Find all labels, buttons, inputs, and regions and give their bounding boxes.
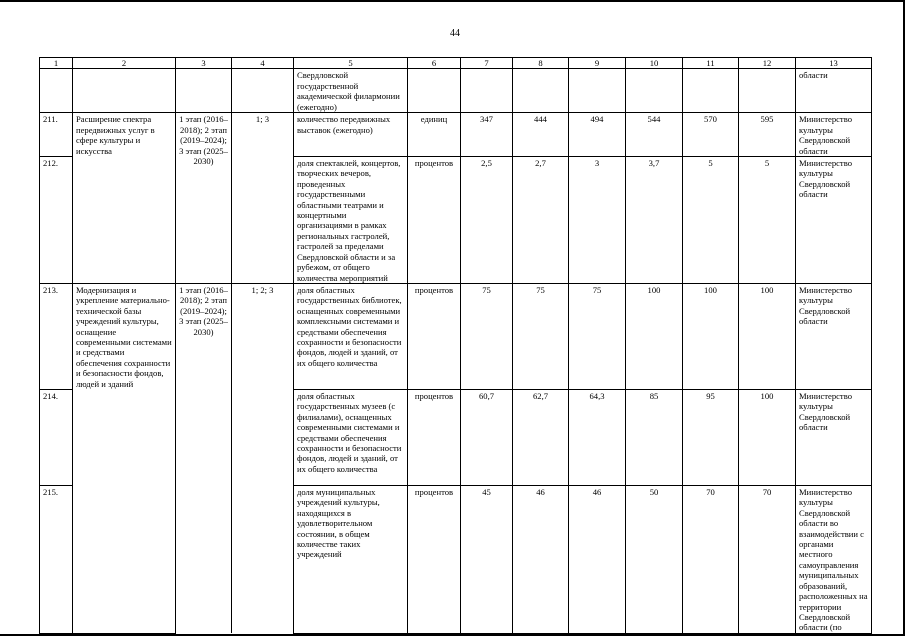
unit-cell [408,69,461,113]
header-cell: 12 [739,58,796,69]
table-row [40,486,872,634]
unit-cell: процентов [408,486,461,634]
tasks-cell [232,69,294,113]
value-cell: 100 [626,284,683,390]
value-cell [513,69,569,113]
value-cell: 95 [683,390,739,486]
program-cell: Модернизация и укрепление материально-технической базы учреждений культуры, оснащение современными системами и средствами обеспечения сохранности и безопасности фондов, людей и зданий [73,284,176,486]
value-cell: 494 [569,113,626,157]
value-cell [739,69,796,113]
program-cell [73,157,176,284]
row-number-cell: 215. [40,486,73,634]
header-cell: 3 [176,58,232,69]
indicators-table [39,57,872,634]
tasks-cell: 1; 3 [232,113,294,284]
indicator-cell: Свердловской государственной академической филармонии (ежегодно) [294,69,408,113]
value-cell: 595 [739,113,796,157]
stages-cell: 1 этап (2016–2018); 2 этап (2019–2024); 3 этап (2025–2030) [176,113,232,284]
unit-cell: процентов [408,157,461,284]
responsible-cell: Министерство культуры Свердловской области [796,157,872,284]
header-cell: 1 [40,58,73,69]
value-cell [683,69,739,113]
value-cell: 75 [461,284,513,390]
row-number-cell: 213. [40,284,73,390]
value-cell: 70 [739,486,796,634]
table-row [40,69,872,113]
value-cell: 85 [626,390,683,486]
header-cell: 13 [796,58,872,69]
value-cell: 570 [683,113,739,157]
value-cell: 5 [739,157,796,284]
header-cell: 8 [513,58,569,69]
value-cell: 75 [513,284,569,390]
value-cell: 50 [626,486,683,634]
value-cell [569,69,626,113]
value-cell: 544 [626,113,683,157]
table-row [40,157,872,284]
value-cell: 100 [739,284,796,390]
value-cell: 3 [569,157,626,284]
indicator-cell: количество передвижных выставок (ежегодно) [294,113,408,157]
responsible-cell: Министерство культуры Свердловской области [796,284,872,390]
header-cell: 2 [73,58,176,69]
responsible-cell: области [796,69,872,113]
frame-bottom-border [0,634,905,636]
unit-cell: процентов [408,390,461,486]
stages-cell: 1 этап (2016–2018); 2 этап (2019–2024); 3 этап (2025–2030) [176,284,232,634]
indicator-cell: доля спектаклей, концертов, творческих вечеров, проведенных государственными областными театрами и концертными организациями в рамках региональных гастролей, гастролей за пределами Свердловской области и за рубежом, от общего количества мероприятий [294,157,408,284]
header-row [40,58,872,69]
program-cell [73,69,176,113]
responsible-cell: Министерство культуры Свердловской области во взаимодействии с органами местного самоуправления муниципальных образований, расположенных на территории Свердловской области (по [796,486,872,634]
value-cell: 3,7 [626,157,683,284]
value-cell: 45 [461,486,513,634]
value-cell: 60,7 [461,390,513,486]
frame-top-border [0,0,905,2]
unit-cell: единиц [408,113,461,157]
indicator-cell: доля областных государственных библиотек, оснащенных современными комплексными системами и средствами обеспечения сохранности и безопасности фондов, людей и зданий, от их общего количества [294,284,408,390]
header-cell: 5 [294,58,408,69]
value-cell: 444 [513,113,569,157]
value-cell: 2,7 [513,157,569,284]
row-number-cell: 211. [40,113,73,157]
stages-cell [176,69,232,113]
header-cell: 6 [408,58,461,69]
value-cell: 70 [683,486,739,634]
row-number-cell: 214. [40,390,73,486]
responsible-cell: Министерство культуры Свердловской области [796,113,872,157]
responsible-cell: Министерство культуры Свердловской области [796,390,872,486]
value-cell: 100 [683,284,739,390]
value-cell: 347 [461,113,513,157]
value-cell: 100 [739,390,796,486]
indicator-cell: доля муниципальных учреждений культуры, находящихся в удовлетворительном состоянии, в общем количестве таких учреждений [294,486,408,634]
header-cell: 11 [683,58,739,69]
value-cell [626,69,683,113]
unit-cell: процентов [408,284,461,390]
table-row [40,113,872,157]
value-cell: 75 [569,284,626,390]
row-number-cell: 212. [40,157,73,284]
header-cell: 10 [626,58,683,69]
value-cell: 46 [513,486,569,634]
table-row [40,284,872,390]
value-cell: 62,7 [513,390,569,486]
value-cell: 5 [683,157,739,284]
page-number: 44 [450,28,460,39]
header-cell: 7 [461,58,513,69]
tasks-cell: 1; 2; 3 [232,284,294,634]
row-number-cell [40,69,73,113]
program-cell: Расширение спектра передвижных услуг в сфере культуры и искусства [73,113,176,157]
header-cell: 4 [232,58,294,69]
value-cell: 64,3 [569,390,626,486]
indicator-cell: доля областных государственных музеев (с филиалами), оснащенных современными системами и средствами обеспечения сохранности и безопасности фондов, людей и зданий, от их общего количества [294,390,408,486]
value-cell [461,69,513,113]
value-cell: 2,5 [461,157,513,284]
program-cell [73,486,176,634]
header-cell: 9 [569,58,626,69]
value-cell: 46 [569,486,626,634]
